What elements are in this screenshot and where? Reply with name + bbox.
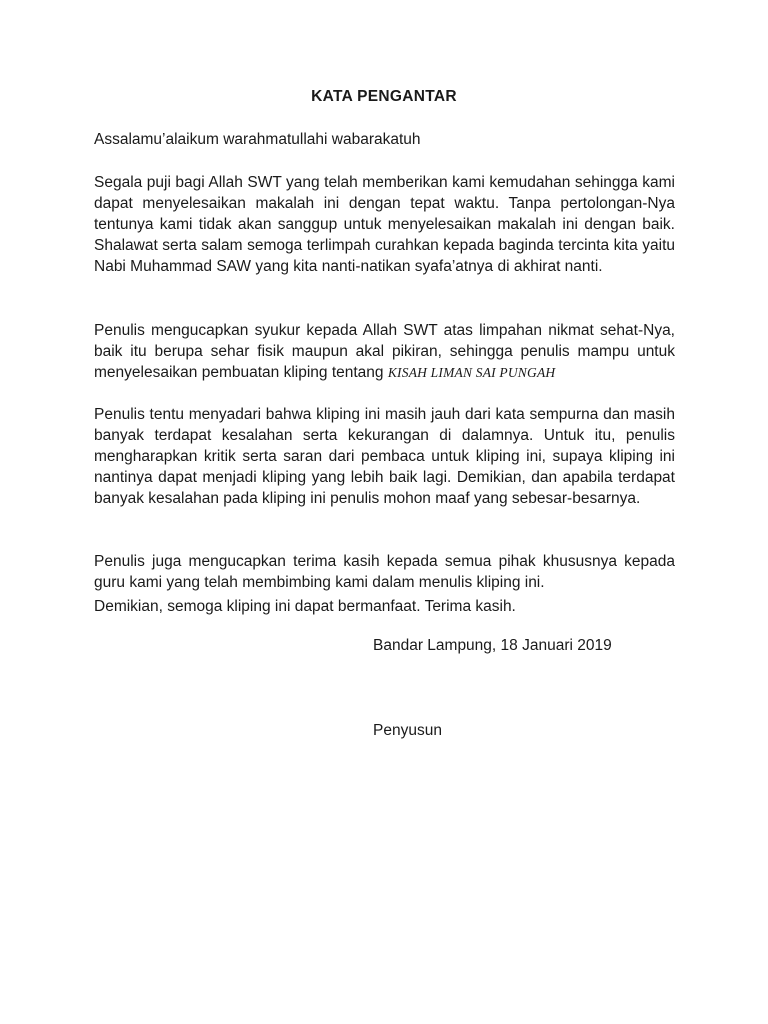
- greeting-line: Assalamu’alaikum warahmatullahi wabarakatuh: [94, 131, 421, 148]
- paragraph-apology: Penulis tentu menyadari bahwa kliping ini masih jauh dari kata sempurna dan masih banyak terdapat kesalahan serta kekurangan di dalamnya. Untuk itu, penulis mengharapkan kritik serta saran dari pembaca untuk kliping ini, supaya kliping ini nantinya dapat menjadi kliping yang lebih baik lagi. Demikian, dan apabila terdapat banyak kesalahan pada kliping ini penulis mohon maaf yang sebesar-besarnya.: [94, 406, 675, 507]
- signer-label: Penyusun: [373, 722, 442, 739]
- paragraph-thanks: Penulis juga mengucapkan terima kasih kepada semua pihak khususnya kepada guru kami yang telah membimbing kami dalam menulis kliping ini.: [94, 553, 675, 591]
- place-date: Bandar Lampung, 18 Januari 2019: [373, 637, 612, 654]
- kliping-title: KISAH LIMAN SAI PUNGAH: [387, 365, 556, 380]
- paragraph-closing: Demikian, semoga kliping ini dapat bermanfaat. Terima kasih.: [94, 598, 516, 615]
- paragraph-gratitude-text: Penulis mengucapkan syukur kepada Allah SWT atas limpahan nikmat sehat-Nya, baik itu berupa sehar fisik maupun akal pikiran, sehingga penulis mampu untuk menyelesaikan pembuatan kliping tentang: [94, 322, 675, 381]
- paragraph-opening: Segala puji bagi Allah SWT yang telah memberikan kami kemudahan sehingga kami dapat menyelesaikan makalah ini dengan tepat waktu. Tanpa pertolongan-Nya tentunya kami tidak akan sanggup untuk menyelesaikan makalah ini dengan baik. Shalawat serta salam semoga terlimpah curahkan kepada baginda tercinta kita yaitu Nabi Muhammad SAW yang kita nanti-natikan syafa’atnya di akhirat nanti.: [94, 174, 675, 275]
- document-title: KATA PENGANTAR: [311, 88, 457, 105]
- paragraph-gratitude: [94, 320, 675, 383]
